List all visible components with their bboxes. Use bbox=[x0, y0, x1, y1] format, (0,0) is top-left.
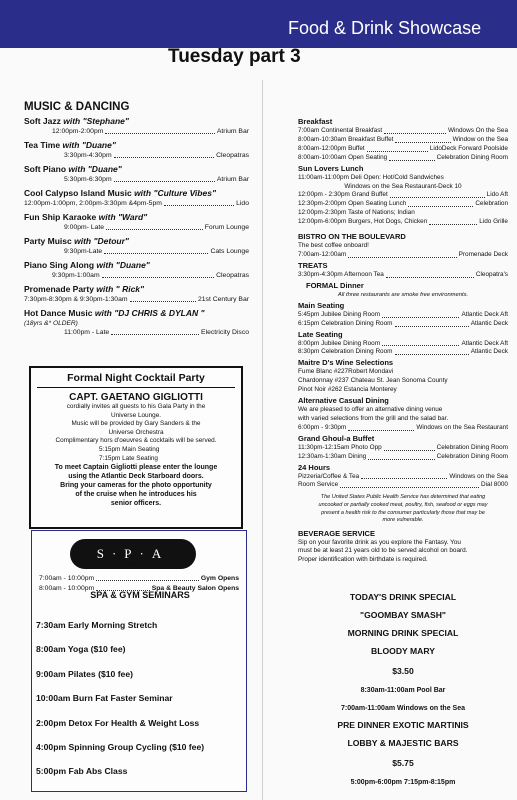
morning-drink-price: $3.50 bbox=[392, 666, 414, 676]
page-header bbox=[0, 0, 517, 80]
drink-special-title: TODAY'S DRINK SPECIAL bbox=[349, 592, 457, 602]
event-title: Cool Calypso Island Music with "Culture Vibes" bbox=[24, 188, 216, 198]
event-schedule-line: 5:30pm-6:30pm Atrium Bar bbox=[64, 176, 249, 183]
dining-line: 8:00am-10:30am Breakfast Buffet Window on the Sea bbox=[298, 135, 508, 143]
list-item: 10:00am Burn Fat Faster Seminar bbox=[36, 693, 173, 704]
cocktail-party-box bbox=[29, 366, 243, 529]
casual-dining-text: with varied selections from the grill and the salad bar. bbox=[298, 414, 449, 422]
dining-line: 8:00am-10:00am Open Seating Celebration Dining Room bbox=[298, 153, 508, 161]
wine-item: Pinot Noir #262 Estancia Monterey bbox=[298, 386, 397, 394]
beverage-heading: BEVERAGE SERVICE bbox=[298, 528, 375, 538]
page-subtitle: Tuesday part 3 bbox=[168, 46, 301, 67]
main-seating-heading: Main Seating bbox=[298, 300, 345, 310]
cocktail-title: Formal Night Cocktail Party bbox=[37, 372, 235, 388]
event-soft-piano bbox=[24, 164, 249, 185]
deli-location: Windows on the Sea Restaurant-Deck 10 bbox=[344, 182, 462, 190]
casual-dining-heading: Alternative Casual Dining bbox=[298, 396, 389, 406]
list-item: 2:00pm Detox For Health & Weight Loss bbox=[36, 717, 200, 728]
dining-line: 12:30am-1:30am Dining Celebration Dining Room bbox=[298, 452, 508, 460]
event-schedule-line: 12:00pm-1:00pm, 2:00pm-3:30pm &4pm-5pm Lido bbox=[24, 200, 249, 207]
event-schedule-line: 9:30pm-Late Cats Lounge bbox=[64, 248, 249, 255]
music-section bbox=[24, 101, 249, 338]
health-notice: The United States Public Health Service has determined that eating uncooked or partially cooked meat, poultry, fish, seafood or eggs may present a health risk to the consumer particularly those that may be more vulnerable. bbox=[318, 494, 488, 524]
captain-name: CAPT. GAETANO GIGLIOTTI bbox=[69, 392, 203, 403]
page-title: Food & Drink Showcase bbox=[288, 18, 482, 38]
dining-section bbox=[298, 116, 508, 565]
event-schedule-line: 3:30pm-4:30pm Cleopatras bbox=[64, 152, 249, 159]
list-item: 5:00pm Fab Abs Class bbox=[36, 766, 128, 777]
taste-of-nations-line: 12:00pm-2:30pm Taste of Nations; Indian bbox=[298, 209, 415, 217]
event-schedule-line: 12:00pm-2:00pm Atrium Bar bbox=[52, 128, 249, 135]
dining-line: 8:00am-12:00pm Buffet LidoDeck Forward Poolside bbox=[298, 144, 508, 152]
bistro-heading: BISTRO ON THE BOULEVARD bbox=[298, 232, 406, 242]
24-hours-heading: 24 Hours bbox=[298, 462, 331, 472]
wine-item: Fume Blanc #227Robert Mondavi bbox=[298, 368, 394, 376]
gym-hours-line: 7:00am - 10:00pm Gym Opens bbox=[39, 575, 239, 582]
dining-line: 7:00am Continental Breakfast Windows On the Sea bbox=[298, 127, 508, 134]
dining-line: 8:30pm Celebration Dining Room Atlantic Deck bbox=[298, 348, 508, 356]
dining-line: 5:45pm Jubilee Dining Room Atlantic Deck Aft bbox=[298, 310, 508, 318]
event-schedule-line: 9:00pm- Late Forum Lounge bbox=[64, 224, 249, 231]
list-item: 7:30am Early Morning Stretch bbox=[36, 620, 158, 630]
list-item: 4:00pm Spinning Group Cycling ($10 fee) bbox=[36, 741, 205, 752]
breakfast-heading: Breakfast bbox=[298, 117, 333, 126]
list-item: 9:00am Pilates ($10 fee) bbox=[36, 668, 133, 679]
event-title: Hot Dance Music with "DJ CHRIS & DYLAN " bbox=[24, 308, 205, 318]
deli-line: 11:00am-11:00pm Deli Open: Hot/Cold Sandwiches bbox=[298, 173, 444, 181]
spa-logo: S·P·A bbox=[70, 539, 196, 569]
morning-drink-name: BLOODY MARY bbox=[371, 646, 435, 656]
sun-lovers-heading: Sun Lovers Lunch bbox=[298, 163, 364, 173]
list-item: 8:00am Yoga ($10 fee) bbox=[36, 644, 126, 655]
treats-heading: TREATS bbox=[298, 260, 328, 270]
age-note: (18yrs &* OLDER) bbox=[24, 320, 78, 327]
martini-title: PRE DINNER EXOTIC MARTINIS bbox=[337, 720, 469, 730]
event-schedule-line: 7:30pm-8:30pm & 9:30pm-1:30am 21st Century Bar bbox=[24, 296, 249, 303]
spa-seminars-heading: SPA & GYM SEMINARS bbox=[90, 590, 190, 600]
event-promenade-party bbox=[24, 284, 249, 305]
event-party-music bbox=[24, 236, 249, 257]
spa-seminar-list bbox=[36, 620, 244, 791]
martini-bars: LOBBY & MAJESTIC BARS bbox=[347, 738, 459, 748]
music-heading: MUSIC & DANCING bbox=[24, 101, 130, 113]
beverage-text: Sip on your favorite drink as you explore the Fantasy. You must be at least 21 years old to be served alcohol on board. Proper identification with birthdate is required. bbox=[298, 538, 468, 563]
event-title: Fun Ship Karaoke with "Ward" bbox=[24, 212, 148, 222]
dining-line: 6:15pm Celebration Dining Room Atlantic Deck bbox=[298, 319, 508, 327]
event-tea-time bbox=[24, 140, 249, 161]
page-fold-divider bbox=[262, 80, 263, 800]
event-title: Promenade Party with " Rick" bbox=[24, 284, 145, 294]
cocktail-schedule: 5:15pm Main Seating 7:15pm Late Seating bbox=[99, 445, 160, 462]
dining-line: 12:00pm - 2:30pm Grand Buffet Lido Aft bbox=[298, 191, 508, 199]
smoke-free-note: All three restaurants are smoke free environments. bbox=[337, 291, 469, 298]
spa-logo-sub: carnival bbox=[120, 562, 138, 568]
dining-line: Room Service Dial 8000 bbox=[298, 481, 508, 489]
event-schedule-line: 9:30pm-1:00am Cleopatras bbox=[52, 272, 249, 279]
event-soft-jazz bbox=[24, 116, 249, 137]
event-hot-dance bbox=[24, 308, 249, 338]
dining-line: 8:00pm Jubilee Dining Room Atlantic Deck Aft bbox=[298, 339, 508, 347]
spa-box bbox=[31, 530, 247, 792]
wine-heading: Maitre D's Wine Selections bbox=[298, 358, 394, 368]
dining-line: Pizzeria/Coffee & Tea Windows on the Sea bbox=[298, 472, 508, 480]
event-calypso bbox=[24, 188, 249, 209]
bistro-tagline: The best coffee onboard! bbox=[298, 242, 369, 250]
event-title: Soft Jazz with "Stephane" bbox=[24, 116, 129, 126]
windows-time: 7:00am-11:00am Windows on the Sea bbox=[340, 705, 466, 712]
dining-line: 7:00am-12:00am Promenade Deck bbox=[298, 250, 508, 258]
pool-bar-time: 8:30am-11:00am Pool Bar bbox=[360, 687, 446, 694]
cocktail-body: cordially invites all guests to his Gala Party in the Universe Lounge. Music will be provided by Gary Sanders & the Universe Orchestra Complimentary hors d'oeuvres & cocktails will be served. bbox=[55, 403, 217, 445]
dining-line: 6:00pm - 9:30pm Windows on the Sea Restaurant bbox=[298, 423, 508, 431]
spa-hours-line: 8:00am - 10:00pm Spa & Beauty Salon Opens bbox=[39, 585, 239, 592]
drink-special-section bbox=[298, 592, 508, 787]
drink-special-name: "GOOMBAY SMASH" bbox=[360, 610, 446, 620]
event-schedule-line: 11:00pm - Late Electricity Disco bbox=[64, 329, 249, 336]
dining-line: 12:00pm-6:00pm Burgers, Hot Dogs, Chicken Lido Grille bbox=[298, 218, 508, 226]
dining-line: 12:30pm-2:00pm Open Seating Lunch Celebration bbox=[298, 200, 508, 208]
morning-special-title: MORNING DRINK SPECIAL bbox=[347, 628, 459, 638]
dining-line: 3:30pm-4:30pm Afternoon Tea Cleopatra's bbox=[298, 270, 508, 278]
late-seating-heading: Late Seating bbox=[298, 329, 343, 339]
event-title: Piano Sing Along with "Duane" bbox=[24, 260, 150, 270]
event-title: Party Muisc with "Detour" bbox=[24, 236, 129, 246]
martini-time: 5:00pm-6:00pm 7:15pm-8:15pm bbox=[350, 779, 456, 786]
martini-price: $5.75 bbox=[392, 758, 414, 768]
event-karaoke bbox=[24, 212, 249, 233]
cocktail-instructions: To meet Captain Gigliotti please enter the lounge using the Atlantic Deck Starboard doors. Bring your cameras for the photo opportunity of the cruise when he introduces his senior officers. bbox=[54, 464, 218, 508]
event-title: Tea Time with "Duane" bbox=[24, 140, 116, 150]
wine-item: Chardonnay #237 Chateau St. Jean Sonoma County bbox=[298, 377, 448, 385]
ghoul-buffet-heading: Grand Ghoul-a Buffet bbox=[298, 433, 375, 443]
event-piano-sing-along bbox=[24, 260, 249, 281]
formal-dinner-heading: FORMAL Dinner bbox=[306, 280, 364, 290]
event-title: Soft Piano with "Duane" bbox=[24, 164, 122, 174]
casual-dining-text: We are pleased to offer an alternative dining venue bbox=[298, 406, 443, 414]
dining-line: 11:30pm-12:15am Photo Opp Celebration Dining Room bbox=[298, 443, 508, 451]
